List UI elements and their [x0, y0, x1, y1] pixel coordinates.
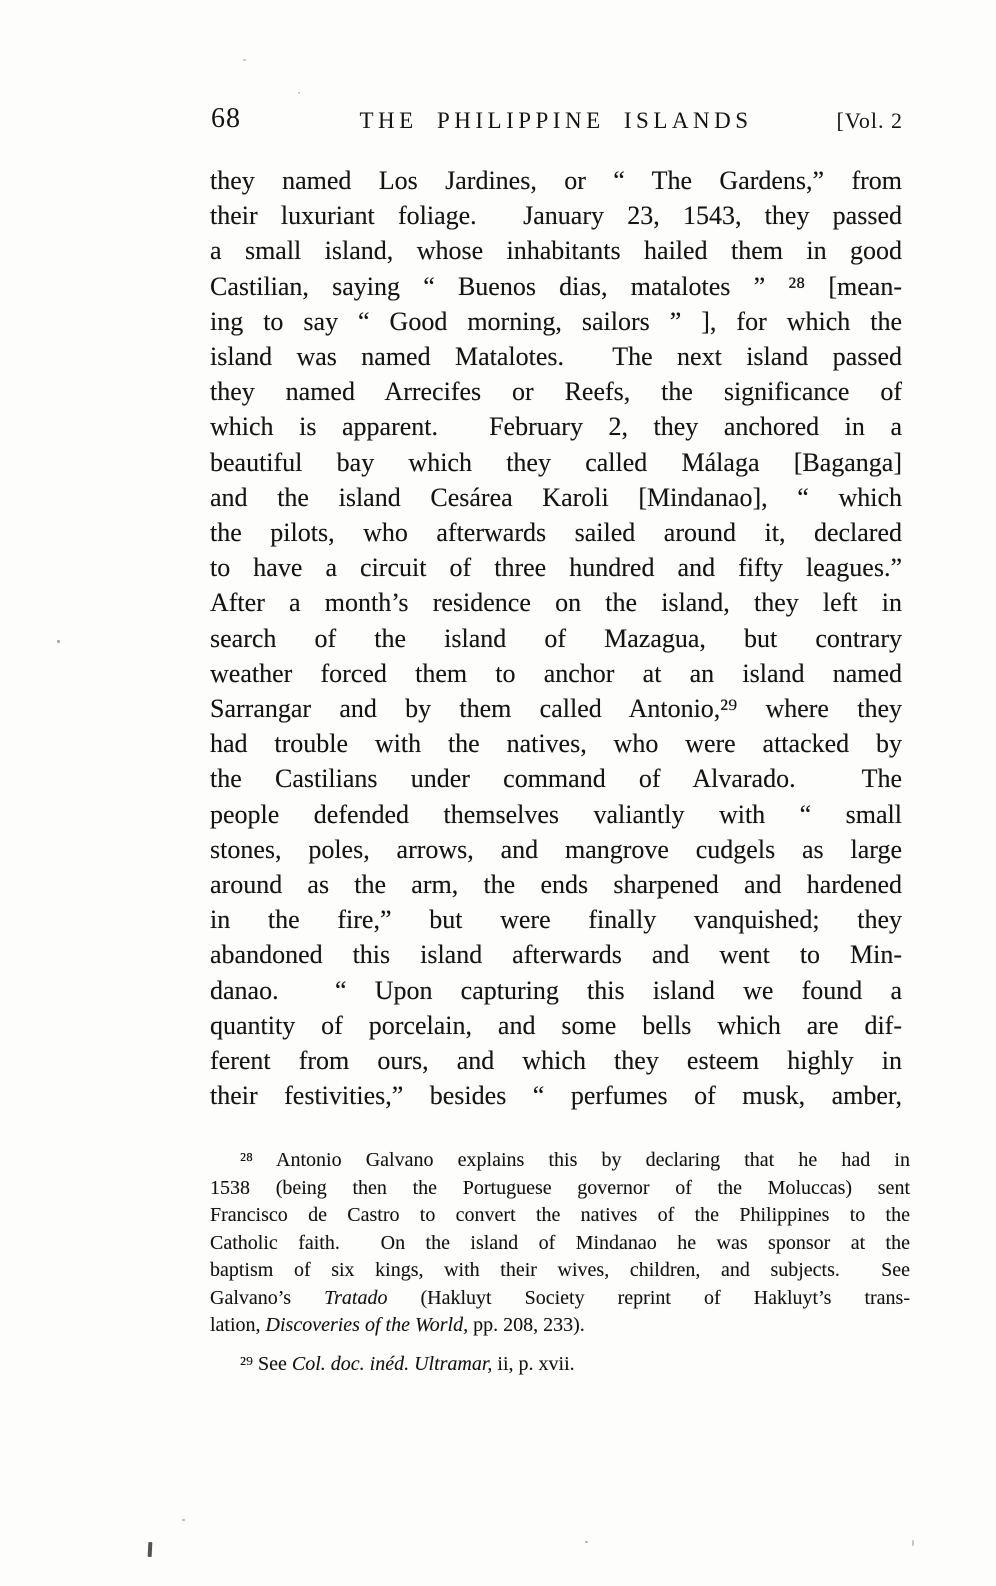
text-line: which is apparent. February 2, they anchored in a	[210, 412, 902, 442]
text-line: beautiful bay which they called Málaga [Baganga]	[210, 447, 902, 477]
scan-artifact	[148, 1542, 153, 1557]
scan-artifact	[912, 1540, 914, 1546]
text-line: a small island, whose inhabitants hailed them in good	[210, 236, 902, 266]
volume-label: [Vol. 2	[836, 108, 903, 133]
text-line: danao. “ Upon capturing this island we found a	[210, 975, 902, 1005]
body-text	[210, 163, 902, 1113]
scan-artifact	[243, 59, 246, 61]
text-line: After a month’s residence on the island, they left in	[210, 588, 902, 618]
text-line: and the island Cesárea Karoli [Mindanao], “ which	[210, 482, 902, 512]
text-line: they named Arrecifes or Reefs, the significance of	[210, 377, 902, 407]
text-line: abandoned this island afterwards and went to Min-	[210, 940, 902, 970]
text-line: Castilian, saying “ Buenos dias, matalotes ” ²⁸ [mean-	[210, 271, 902, 301]
text-line: Francisco de Castro to convert the natives of the Philippines to the	[210, 1204, 910, 1226]
scan-artifact	[585, 1541, 588, 1543]
text-line: around as the arm, the ends sharpened and hardened	[210, 870, 902, 900]
text-line: they named Los Jardines, or “ The Gardens,” from	[210, 166, 902, 195]
text-line: lation, Discoveries of the World, pp. 208, 233).	[210, 1314, 585, 1336]
text-line: weather forced them to anchor at an island named	[210, 658, 902, 688]
text-line: the pilots, who afterwards sailed around it, declared	[210, 518, 902, 548]
text-line: ²⁸ Antonio Galvano explains this by declaring that he had in	[240, 1149, 910, 1171]
running-title: THE PHILIPPINE ISLANDS	[359, 108, 753, 133]
text-line: quantity of porcelain, and some bells which are dif-	[210, 1010, 902, 1040]
text-line: to have a circuit of three hundred and fifty leagues.”	[210, 553, 902, 583]
scan-artifact	[182, 1519, 185, 1521]
footnote-28	[210, 1147, 910, 1340]
text-line: Sarrangar and by them called Antonio,²⁹ where they	[210, 694, 902, 724]
text-line: search of the island of Mazagua, but contrary	[210, 623, 902, 653]
scan-artifact	[57, 640, 60, 643]
scan-artifact	[298, 92, 300, 94]
text-line: Galvano’s Tratado (Hakluyt Society reprint of Hakluyt’s trans-	[210, 1286, 910, 1309]
text-line: their luxuriant foliage. January 23, 1543, they passed	[210, 201, 902, 231]
text-line: stones, poles, arrows, and mangrove cudgels as large	[210, 834, 902, 864]
page-number: 68	[211, 103, 241, 134]
text-line: 1538 (being then the Portuguese governor of the Moluccas) sent	[210, 1176, 910, 1199]
text-line: people defended themselves valiantly with “ small	[210, 799, 902, 829]
text-line: in the fire,” but were finally vanquished; they	[210, 905, 902, 935]
text-line: had trouble with the natives, who were attacked by	[210, 729, 902, 759]
text-line: ferent from ours, and which they esteem highly in	[210, 1046, 902, 1076]
text-line: island was named Matalotes. The next island passed	[210, 342, 902, 372]
text-line: the Castilians under command of Alvarado. The	[210, 764, 902, 794]
text-line: their festivities,” besides “ perfumes of musk, amber,	[210, 1081, 902, 1111]
text-line: baptism of six kings, with their wives, children, and subjects. See	[210, 1259, 910, 1281]
text-line: ²⁹ See Col. doc. inéd. Ultramar, ii, p. xvii.	[240, 1353, 575, 1375]
text-line: ing to say “ Good morning, sailors ” ], for which the	[210, 306, 902, 336]
text-line: Catholic faith. On the island of Mindanao he was sponsor at the	[210, 1231, 910, 1254]
footnote-29	[210, 1351, 910, 1379]
